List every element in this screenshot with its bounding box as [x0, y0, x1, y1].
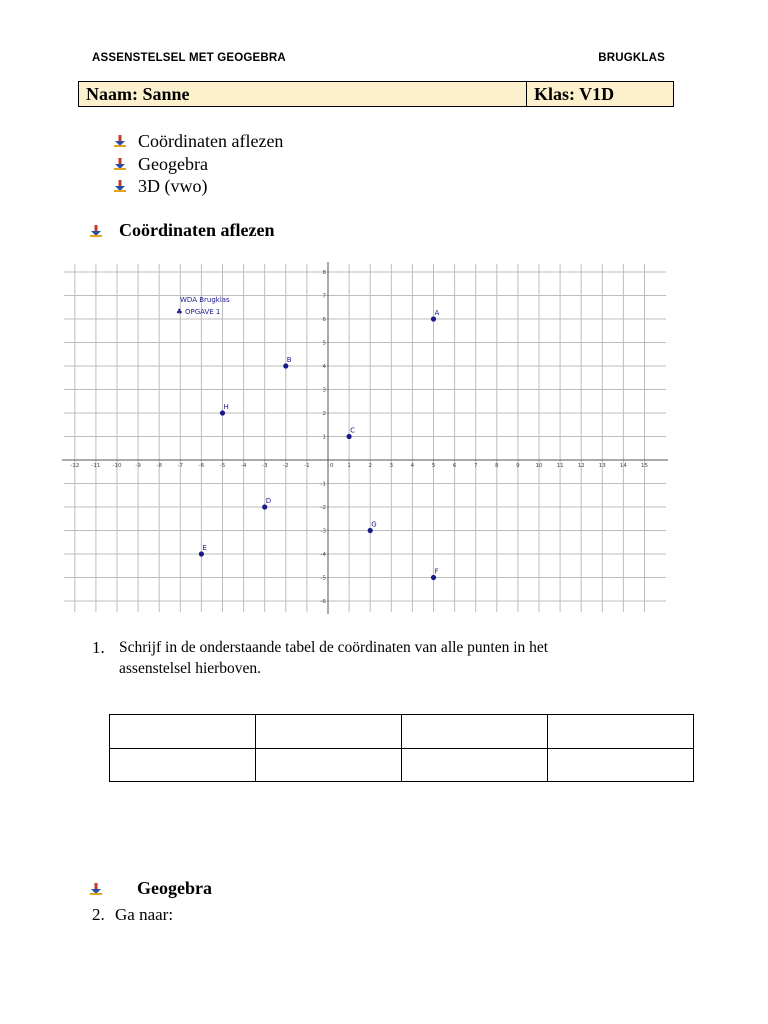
x-tick-label: 9 [516, 463, 520, 469]
list-item [112, 153, 283, 176]
x-tick-label: 5 [431, 463, 436, 469]
data-point-label: E [202, 544, 207, 552]
x-tick-label: 4 [410, 463, 415, 469]
answer-cell[interactable] [110, 748, 256, 782]
table-row [110, 715, 694, 749]
name-box [78, 81, 674, 107]
x-tick-label: -4 [240, 463, 247, 469]
data-point-label: C [350, 426, 355, 435]
legend-item: OPGAVE 1 [185, 308, 221, 316]
question-text: Ga naar: [115, 905, 174, 924]
data-point-label: B [286, 356, 292, 364]
answer-cell[interactable] [402, 748, 548, 782]
question-1 [92, 637, 652, 679]
x-tick-label: 1 [347, 463, 351, 469]
x-tick-label: -8 [156, 463, 162, 469]
data-point [220, 410, 225, 415]
x-tick-label: -1 [304, 463, 310, 469]
y-tick-label: -5 [320, 575, 326, 582]
x-tick-label: -7 [177, 463, 184, 469]
x-tick-label: 10 [535, 463, 543, 469]
x-tick-label: -12 [70, 463, 80, 469]
section-heading-coordinates [88, 220, 274, 241]
question-number: 2. [92, 905, 105, 924]
y-tick-label: -2 [320, 505, 326, 511]
data-point-label: H [223, 403, 229, 411]
data-point-label: D [265, 497, 272, 505]
y-tick-label: 2 [322, 411, 326, 417]
data-point [431, 316, 436, 321]
student-name: Naam: Sanne [79, 82, 527, 106]
data-point-label: F [434, 567, 439, 576]
arrow-bullet-icon [112, 178, 138, 194]
answer-cell[interactable] [402, 715, 548, 749]
legend-title: WDA Brugklas [180, 296, 230, 304]
question-2 [92, 904, 173, 925]
x-tick-label: 0 [330, 463, 334, 469]
contents-list [112, 130, 283, 198]
data-point-label: A [434, 309, 440, 317]
data-point [283, 363, 288, 368]
y-tick-label: 5 [322, 340, 326, 347]
y-tick-label: 6 [322, 317, 326, 323]
section-heading-label: Geogebra [137, 878, 212, 898]
question-text-line: Schrijf in de onderstaande tabel de coördinaten van alle punten in het [119, 639, 549, 656]
x-tick-label: -5 [219, 463, 226, 469]
y-tick-label: 8 [322, 270, 326, 276]
club-icon: ♣ [176, 307, 183, 316]
x-tick-label: 7 [473, 463, 478, 469]
x-tick-label: 6 [452, 463, 457, 469]
y-tick-label: -6 [320, 599, 326, 605]
x-tick-label: -6 [198, 463, 205, 469]
data-point-label: G [371, 520, 377, 529]
answer-cell[interactable] [110, 715, 256, 749]
list-item-label: Coördinaten aflezen [138, 131, 284, 151]
x-tick-label: -2 [283, 463, 289, 469]
arrow-bullet-icon [88, 881, 114, 897]
list-item-label: 3D (vwo) [138, 176, 208, 196]
question-text-line: assenstelsel hierboven. [119, 660, 262, 677]
y-tick-label: 1 [322, 434, 326, 441]
x-tick-label: 15 [641, 463, 648, 469]
x-tick-label: -3 [261, 463, 268, 469]
arrow-bullet-icon [112, 133, 138, 149]
arrow-bullet-icon [88, 223, 114, 239]
question-number: 1. [92, 638, 105, 657]
section-heading-label: Coördinaten aflezen [119, 220, 275, 240]
x-tick-label: 14 [619, 463, 627, 469]
x-tick-label: -11 [91, 463, 101, 469]
y-tick-label: -4 [320, 552, 326, 558]
data-point [347, 434, 352, 439]
answer-cell[interactable] [548, 715, 694, 749]
list-item [112, 130, 283, 153]
y-tick-label: 7 [322, 293, 326, 300]
x-tick-label: -9 [135, 463, 141, 469]
y-tick-label: 3 [322, 387, 326, 394]
x-tick-label: 13 [598, 463, 606, 469]
section-heading-geogebra [88, 878, 212, 899]
x-tick-label: 11 [556, 463, 564, 469]
y-tick-label: -3 [320, 528, 326, 535]
y-tick-label: 4 [322, 364, 326, 370]
data-point [368, 528, 373, 533]
answer-cell[interactable] [256, 748, 402, 782]
header-title: ASSENSTELSEL MET GEOGEBRA [92, 52, 286, 64]
data-point [431, 575, 436, 580]
coordinate-grid-chart [62, 262, 668, 614]
header-class-level: BRUGKLAS [598, 52, 665, 64]
x-tick-label: -10 [112, 463, 122, 469]
table-row [110, 748, 694, 782]
list-item [112, 175, 283, 198]
x-tick-label: 2 [368, 463, 372, 469]
list-item-label: Geogebra [138, 153, 208, 174]
data-point [199, 551, 204, 556]
answer-table [109, 714, 694, 782]
x-tick-label: 8 [495, 463, 499, 469]
answer-cell[interactable] [256, 715, 402, 749]
x-tick-label: 3 [389, 463, 394, 469]
arrow-bullet-icon [112, 156, 138, 172]
x-tick-label: 12 [577, 463, 585, 469]
y-tick-label: -1 [320, 481, 326, 488]
answer-cell[interactable] [548, 748, 694, 782]
data-point [262, 504, 267, 509]
student-class: Klas: V1D [534, 84, 615, 104]
